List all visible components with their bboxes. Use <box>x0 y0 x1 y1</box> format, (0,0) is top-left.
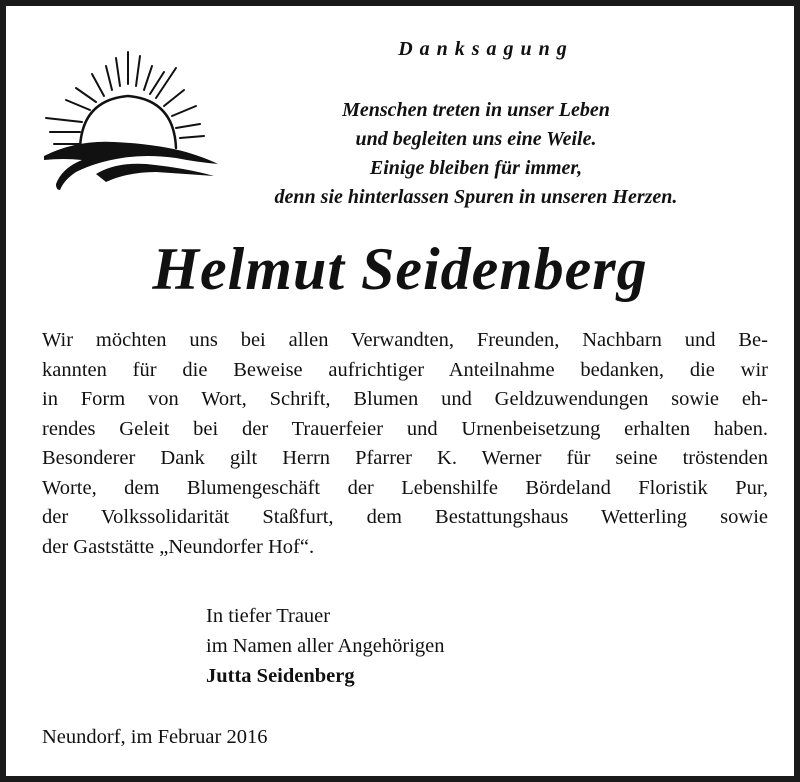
poem <box>146 96 800 212</box>
signature-line: im Namen aller Angehörigen <box>206 635 445 657</box>
body-line: rendes Geleit bei der Trauerfeier und Urnenbeisetzung erhalten haben. <box>42 417 768 440</box>
body-line: Besonderer Dank gilt Herrn Pfarrer K. Werner für seine tröstenden <box>42 447 768 469</box>
deceased-name: Helmut Seidenberg <box>152 236 648 302</box>
body-line: der Volkssolidarität Staßfurt, dem Bestattungshaus Wetterling sowie <box>42 506 768 528</box>
thanks-text <box>42 326 768 562</box>
heading-danksagung: Danksagung <box>398 38 574 60</box>
poem-line: Einige bleiben für immer, <box>369 157 583 179</box>
body-line: Worte, dem Blumengeschäft der Lebenshilfe Bördeland Floristik Pur, <box>42 476 768 499</box>
body-line: kannten für die Beweise aufrichtiger Anteilnahme bedanken, die wir <box>42 358 768 381</box>
signature-line: In tiefer Trauer <box>206 605 331 627</box>
place-date: Neundorf, im Februar 2016 <box>42 726 268 748</box>
body-line: der Gaststätte „Neundorfer Hof“. <box>42 535 315 558</box>
poem-line: Menschen treten in unser Leben <box>342 99 610 121</box>
signature-block <box>206 601 445 691</box>
poem-line: und begleiten uns eine Weile. <box>355 128 597 150</box>
signer-name: Jutta Seidenberg <box>206 665 355 687</box>
poem-line: denn sie hinterlassen Spuren in unseren Herzen. <box>274 186 678 208</box>
body-line: Wir möchten uns bei allen Verwandten, Freunden, Nachbarn und Be- <box>42 329 768 351</box>
body-line: in Form von Wort, Schrift, Blumen und Geldzuwendungen sowie eh- <box>42 388 768 410</box>
